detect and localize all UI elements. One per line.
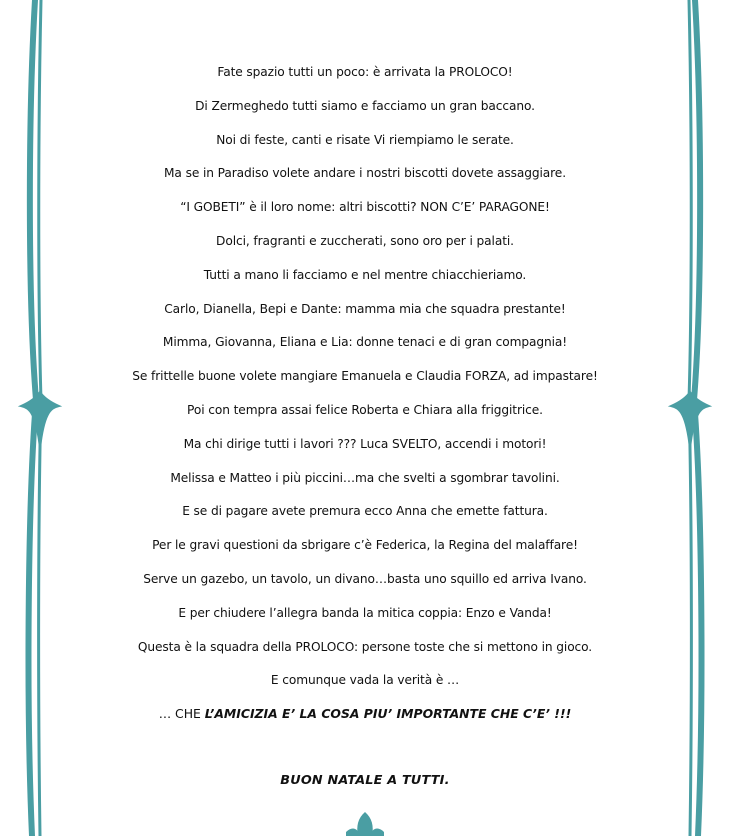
fleur-de-lis-ornament bbox=[346, 812, 384, 836]
closing-emphasis: L’AMICIZIA E’ LA COSA PIU’ IMPORTANTE CHE C’E’ !!! bbox=[204, 706, 572, 722]
poem-line: E comunque vada la verità è … bbox=[270, 673, 460, 688]
poem-line: Ma chi dirige tutti i lavori ??? Luca SVELTO, accendi i motori! bbox=[183, 436, 547, 451]
poem-line: Carlo, Dianella, Bepi e Dante: mamma mia che squadra prestante! bbox=[164, 301, 566, 316]
poem-line: Per le gravi questioni da sbrigare c’è Federica, la Regina del malaffare! bbox=[152, 538, 578, 553]
poem-line: Poi con tempra assai felice Roberta e Chiara alla friggitrice. bbox=[187, 402, 543, 417]
poem-line: Dolci, fragranti e zuccherati, sono oro per i palati. bbox=[216, 233, 514, 248]
christmas-greeting: BUON NATALE A TUTTI. bbox=[280, 772, 450, 788]
poem-line: E se di pagare avete premura ecco Anna che emette fattura. bbox=[182, 504, 548, 519]
right-border-ornament bbox=[671, 0, 709, 836]
closing-lead: … CHE bbox=[158, 706, 205, 722]
poem-line: E per chiudere l’allegra banda la mitica coppia: Enzo e Vanda! bbox=[178, 605, 552, 620]
poem-line: Ma se in Paradiso volete andare i nostri biscotti dovete assaggiare. bbox=[164, 166, 566, 181]
poem-line: Tutti a mano li facciamo e nel mentre chiacchieriamo. bbox=[203, 267, 527, 282]
poem-closing-line bbox=[80, 700, 650, 734]
poem bbox=[80, 58, 650, 795]
poem-line: Se frittelle buone volete mangiare Emanuela e Claudia FORZA, ad impastare! bbox=[132, 369, 598, 384]
poem-line: Mimma, Giovanna, Eliana e Lia: donne tenaci e di gran compagnia! bbox=[162, 335, 568, 350]
poem-line: Fate spazio tutti un poco: è arrivata la PROLOCO! bbox=[217, 65, 513, 79]
poem-line: Melissa e Matteo i più piccini…ma che svelti a sgombrar tavolini. bbox=[170, 470, 560, 485]
poem-line: “I GOBETI” è il loro nome: altri biscotti? NON C’E’ PARAGONE! bbox=[180, 200, 550, 215]
left-border-ornament bbox=[21, 0, 59, 836]
poem-line: Serve un gazebo, un tavolo, un divano…basta uno squillo ed arriva Ivano. bbox=[143, 571, 587, 586]
poem-line: Noi di feste, canti e risate Vi riempiamo le serate. bbox=[216, 132, 514, 147]
poem-line: Di Zermeghedo tutti siamo e facciamo un gran baccano. bbox=[195, 98, 535, 113]
poem-line: Questa è la squadra della PROLOCO: persone toste che si mettono in gioco. bbox=[137, 639, 593, 654]
